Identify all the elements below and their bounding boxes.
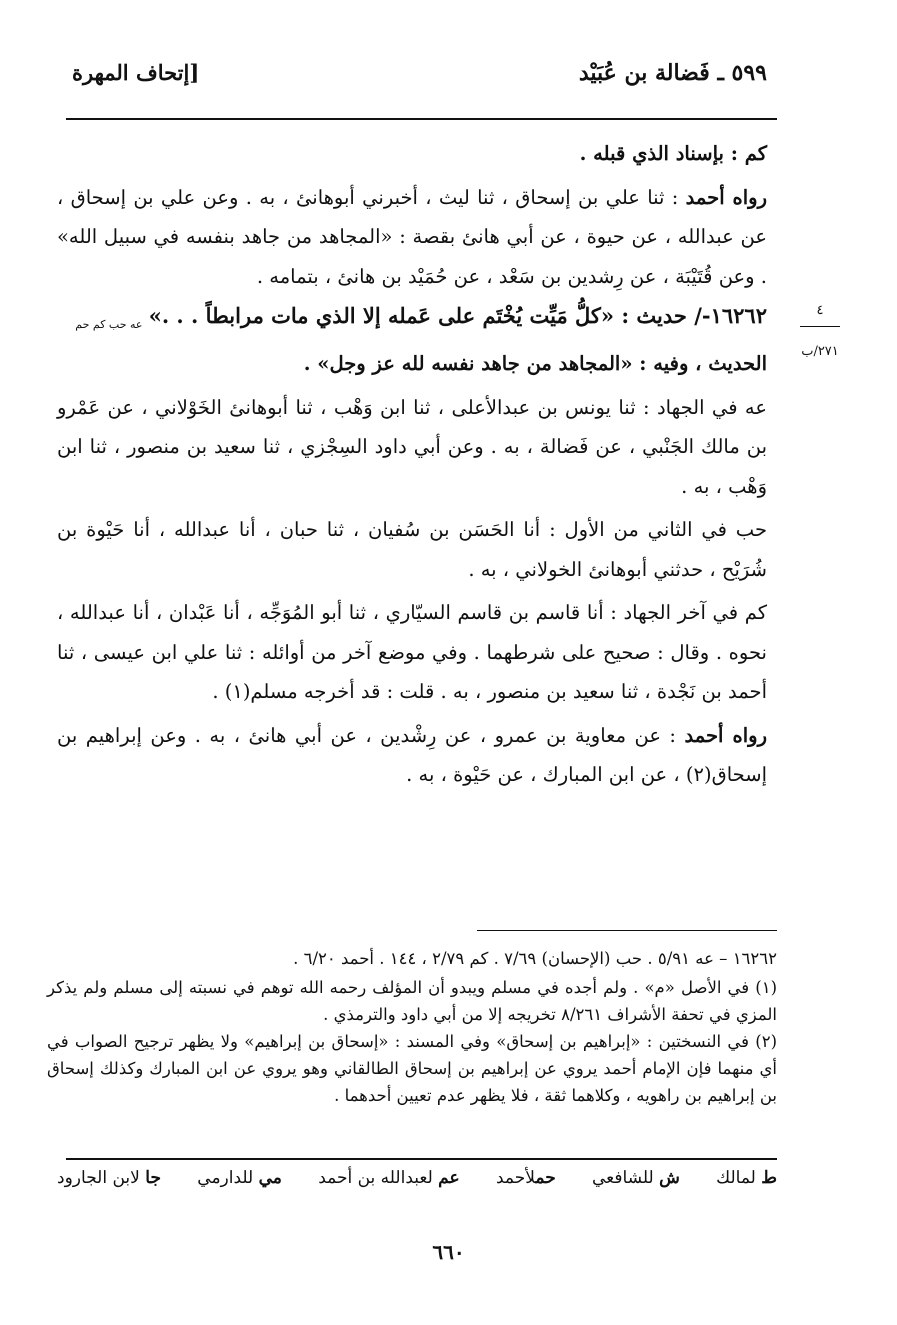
paragraph-text: : عن معاوية بن عمرو ، عن رِشْدين ، عن أبي هانئ ، به . وعن إبراهيم بن إسحاق(٢) ، عن ابن المبارك ، عن حَيْوة ، به .	[57, 723, 767, 787]
main-text	[57, 134, 767, 795]
hadith-label: -/ حديث	[636, 303, 711, 328]
hadith-entry	[57, 296, 767, 344]
paragraph-text: : ثنا علي بن إسحاق ، ثنا ليث ، أخبرني أبوهانئ ، به . وعن علي بن إسحاق ، عن عبدالله ، عن حيوة ، عن أبي هانئ بقصة : «المجاهد من جاهد بنفسه في سبيل الله» . وعن قُتَيْبَة ، عن رِشدين بن سَعْد ، عن حُمَيْد بن هانئ ، بتمامه .	[57, 185, 767, 288]
hadith-text: : «كلُّ مَيِّت يُخْتَم على عَمله إلا الذي مات مرابطاً . . .»	[148, 303, 637, 328]
hadith-continuation: الحديث ، وفيه : «المجاهد من جاهد نفسه لله عز وجل» .	[303, 352, 767, 376]
paragraph: عه في الجهاد : ثنا يونس بن عبدالأعلى ، ثنا ابن وَهْب ، ثنا أبوهانئ الخَوْلاني ، عن عَمْرو بن مالك الجَنْبي ، عن فَضالة ، به . وعن أبي داود السِجْزي ، ثنا سعيد بن منصور ، ثنا ابن وَهْب ، به .	[57, 395, 767, 498]
margin-divider	[800, 326, 840, 327]
abbrev-code: مي	[258, 1168, 282, 1188]
source-label: رواه أحمد	[684, 723, 767, 747]
abbrev-code: ط	[761, 1168, 777, 1188]
page-number: ٦٦٠	[432, 1240, 465, 1264]
footnote-rule	[477, 930, 777, 931]
abbrev-item	[197, 1168, 282, 1188]
paragraph	[57, 716, 767, 795]
abbrev-label: لأحمد	[495, 1168, 536, 1188]
abbrev-item	[716, 1168, 777, 1188]
paragraph-text: كم : بإسناد الذي قبله .	[579, 142, 767, 165]
chapter-title: ٥٩٩ ـ فَضالة بن عُبَيْد	[578, 60, 767, 86]
source-label: رواه أحمد	[685, 185, 767, 209]
abbreviation-key	[57, 1168, 777, 1188]
abbrev-item	[318, 1168, 459, 1188]
footnotes	[47, 945, 777, 1109]
footer-rule	[66, 1158, 777, 1160]
paragraph: كم في آخر الجهاد : أنا قاسم بن قاسم السيّاري ، ثنا أبو المُوَجِّه ، أنا عَبْدان ، أنا عبدالله ، نحوه . وقال : صحيح على شرطهما . وفي موضع آخر من أوائله : ثنا علي ابن عيسى ، ثنا أحمد بن نَجْدة ، ثنا سعيد بن منصور ، به . قلت : قد أخرجه مسلم(١) .	[57, 601, 767, 704]
paragraph: حب في الثاني من الأول : أنا الحَسَن بن سُفيان ، ثنا حبان ، أنا عبدالله ، أنا حَيْوة بن شُرَيْح ، حدثني أبوهانئ الخولاني ، به .	[57, 518, 767, 581]
abbrev-label: لعبدالله بن أحمد	[318, 1168, 439, 1188]
abbrev-item	[57, 1168, 161, 1188]
header-rule	[66, 118, 777, 120]
hadith-number: ١٦٢٦٢	[710, 303, 767, 328]
paragraph	[57, 178, 767, 297]
abbrev-label: لابن الجارود	[57, 1168, 146, 1188]
abbrev-label: لمالك	[716, 1168, 762, 1188]
abbrev-label: للشافعي	[592, 1168, 660, 1188]
book-title: [إتحاف المهرة	[72, 60, 200, 85]
margin-folio: ٢٧١/ب	[801, 344, 839, 359]
abbrev-label: للدارمي	[197, 1168, 259, 1188]
abbrev-code: ش	[659, 1168, 680, 1188]
abbrev-item	[592, 1168, 680, 1188]
paragraph	[57, 134, 767, 174]
footnote-2: (٢) في النسختين : «إبراهيم بن إسحاق» وفي المسند : «إسحاق بن إبراهيم» ولا يظهر ترجيح الصواب في أي منهما فإن الإمام أحمد يروي عن إبراهيم بن إسحاق الطالقاني وهو يروي عن ابن المبارك وكذلك إسحاق بن إبراهيم بن راهويه ، وكلاهما ثقة ، فلا يظهر عدم تعيين أحدهما .	[47, 1032, 777, 1105]
abbrev-item	[496, 1168, 556, 1188]
footnote-1: (١) في الأصل «م» . ولم أجده في مسلم ويبدو أن المؤلف رحمه الله توهم في نسبته إلى مسلم ولم يذكر المزي في تحفة الأشراف ٨/٢٦١ تخريجه إلا من أبي داود والترمذي .	[47, 978, 777, 1024]
abbrev-code: جا	[145, 1168, 161, 1188]
margin-volume-number: ٤	[816, 303, 824, 318]
abbrev-code: حم	[535, 1168, 556, 1188]
footnote-sources: ١٦٢٦٢ – عه ٥/٩١ . حب (الإحسان) ٧/٦٩ . كم ٢/٧٩ ، ١٤٤ . أحمد ٦/٢٠ .	[293, 949, 777, 968]
hadith-sources: عه حب كم حم	[75, 317, 143, 331]
paragraph	[57, 344, 767, 384]
abbrev-code: عم	[438, 1168, 460, 1188]
